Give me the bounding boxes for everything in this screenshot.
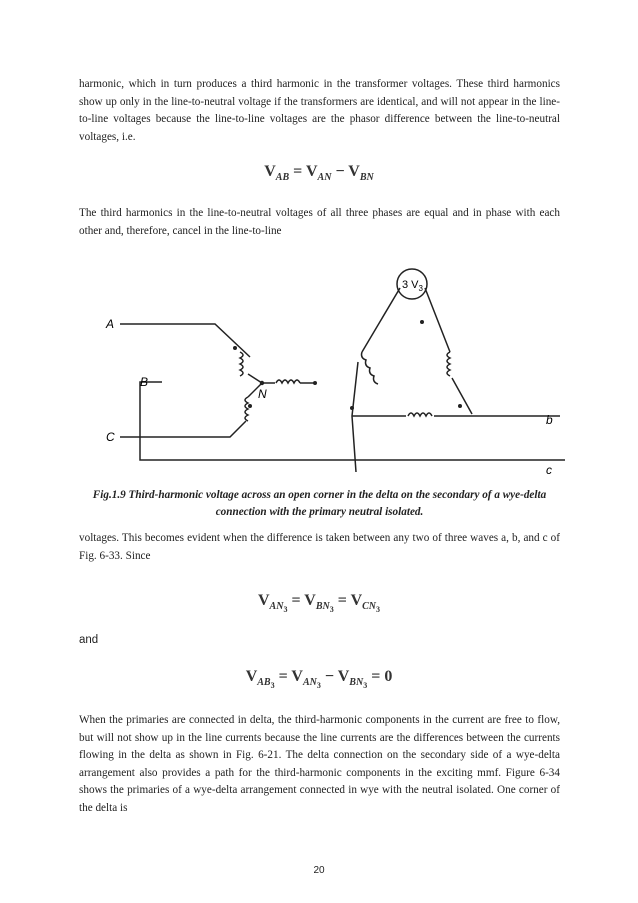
page-number: 20 (313, 865, 325, 876)
figure-caption: Fig.1.9 Third-harmonic voltage across an open corner in the delta on the secondary of a wye-delta connection with the primary neutral isolated. (92, 489, 547, 518)
paragraph-2: The third harmonics in the line-to-neutral voltages of all three phases are equal and in phase with each other and, therefore, cancel in the line-to-line (79, 207, 560, 237)
label-a: A (106, 317, 115, 331)
label-b-secondary: b (546, 413, 553, 427)
equation-vab3: $V_{AB_3} = V_{AN_3} - V_{BN_3} = 0$ (245, 668, 393, 691)
label-c-secondary: c (546, 463, 552, 477)
meter-label: 3 $V_3$ (402, 279, 423, 293)
label-n: N (258, 387, 267, 401)
paragraph-1: harmonic, which in turn produces a third harmonic in the transformer voltages. These third harmonics show up only in the line-to-neutral voltage if the transformers are identical, and will not appear in the line-to-line voltages because the line-to-line voltages are the phasor difference between the line-to-neutral voltages, i.e. (79, 78, 560, 143)
paragraph-3: voltages. This becomes evident when the difference is taken between any two of three waves a, b, and c of Fig. 6-33. Since (79, 532, 560, 562)
label-b-primary: B (140, 375, 149, 389)
equation-van3: $V_{AN_3} = V_{BN_3} = V_{CN_3}$ (257, 592, 381, 615)
paragraph-4: When the primaries are connected in delta, the third-harmonic components in the current are free to flow, but will not show up in the line currents because the line currents are the differences between the currents flowing in the delta as shown in Fig. 6-21. The delta connection on the secondary side of a wye-delta arrangement also provides a path for the third-harmonic components in the exciting mmf. Figure 6-34 shows the primaries of a wye-delta arrangement connected in wye with the neutral isolated. One corner of the delta is (79, 714, 560, 814)
label-c-primary: C (106, 430, 115, 444)
connective-and: and (79, 634, 99, 646)
equation-vab: $V_{AB} = V_{AN} - V_{BN}$ (264, 163, 374, 184)
wye-delta-figure (100, 262, 570, 480)
